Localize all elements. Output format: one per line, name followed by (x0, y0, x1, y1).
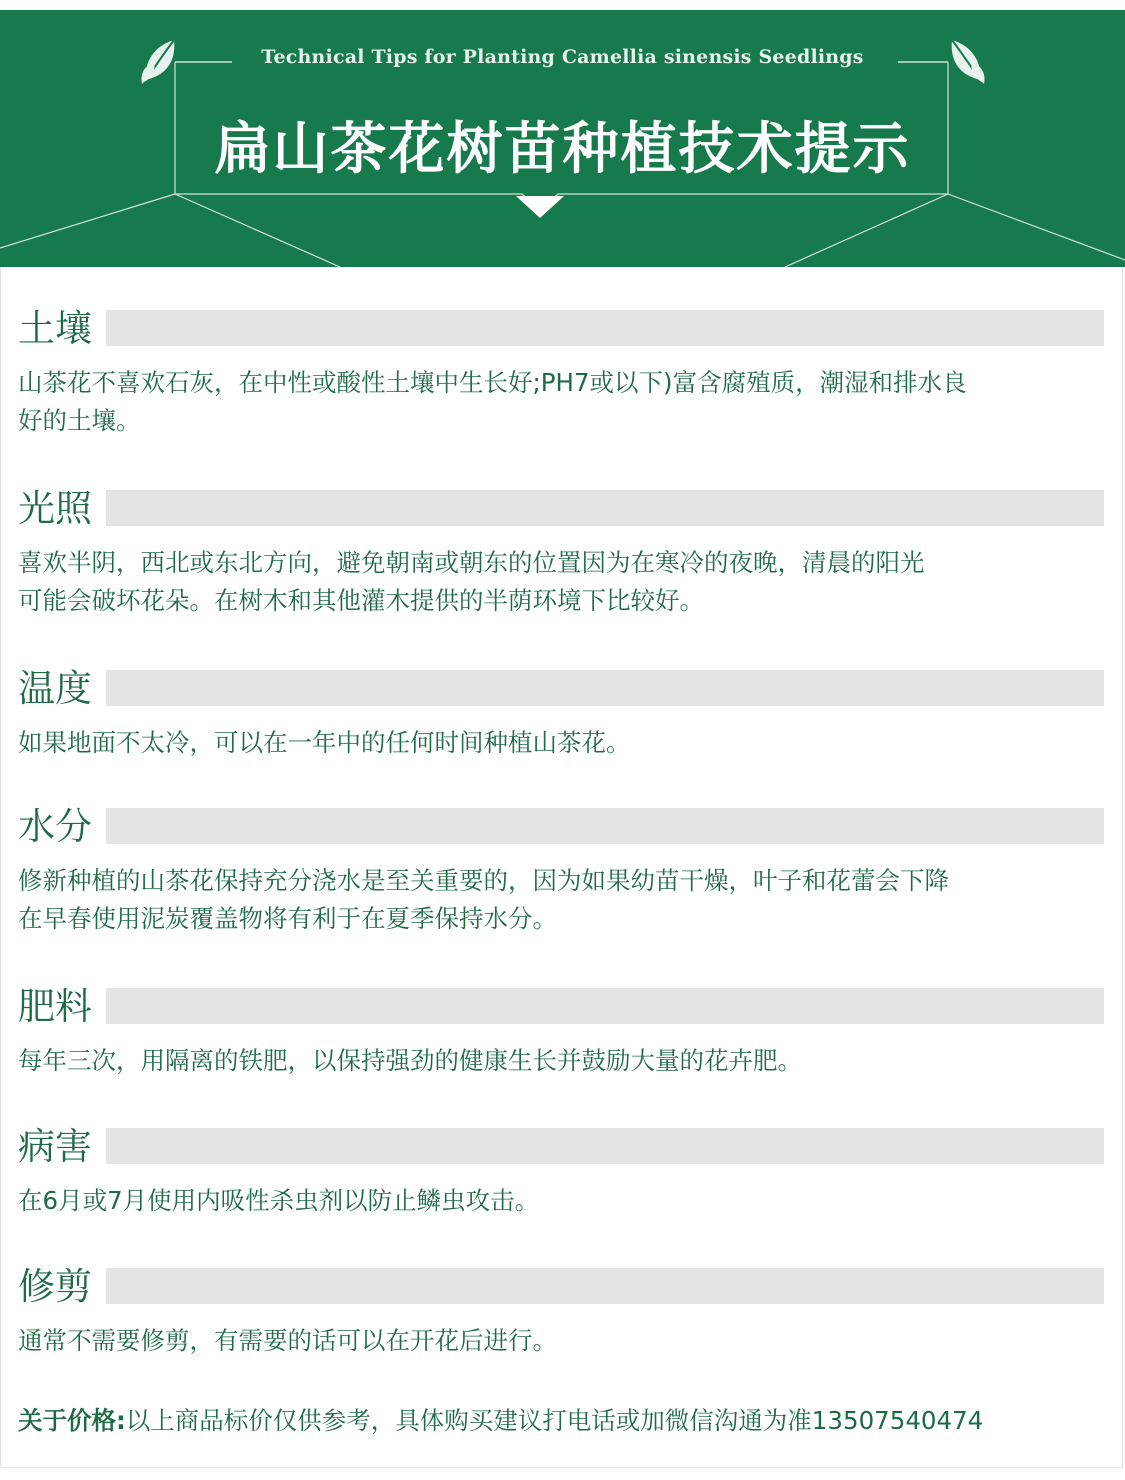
section-header (18, 306, 1113, 352)
section-water (18, 804, 1113, 938)
section-bar (106, 670, 1104, 706)
section-title: 光照 (18, 487, 92, 530)
section-header (18, 984, 1113, 1030)
section-soil (18, 306, 1113, 440)
section-temperature (18, 666, 1113, 762)
section-header (18, 666, 1113, 712)
section-bar (106, 490, 1104, 526)
section-title: 水分 (18, 805, 92, 848)
header-subtitle: Technical Tips for Planting Camellia sinensis Seedlings (261, 46, 864, 68)
price-note-label: 关于价格: (18, 1406, 126, 1435)
section-pruning (18, 1264, 1113, 1360)
section-text: 山茶花不喜欢石灰，在中性或酸性土壤中生长好;PH7或以下)富含腐殖质，潮湿和排水良 好的土壤。 (18, 368, 967, 435)
section-text: 修新种植的山茶花保持充分浇水是至关重要的，因为如果幼苗干燥，叶子和花蕾会下降 在早春使用泥炭覆盖物将有利于在夏季保持水分。 (18, 866, 949, 933)
section-header (18, 1264, 1113, 1310)
section-title: 温度 (18, 667, 92, 710)
section-text: 喜欢半阴，西北或东北方向，避免朝南或朝东的位置因为在寒冷的夜晚，清晨的阳光 可能会破坏花朵。在树木和其他灌木提供的半荫环境下比较好。 (18, 548, 925, 615)
section-bar (106, 808, 1104, 844)
section-header (18, 804, 1113, 850)
section-bar (106, 988, 1104, 1024)
section-fertilizer (18, 984, 1113, 1080)
section-disease (18, 1124, 1113, 1220)
section-header (18, 1124, 1113, 1170)
section-title: 病害 (18, 1125, 92, 1168)
section-text: 在6月或7月使用内吸性杀虫剂以防止鳞虫攻击。 (18, 1186, 540, 1215)
price-note (18, 1402, 1118, 1440)
section-header (18, 486, 1113, 532)
section-text: 如果地面不太冷，可以在一年中的任何时间种植山茶花。 (18, 728, 631, 757)
section-title: 土壤 (18, 307, 92, 350)
section-bar (106, 1128, 1104, 1164)
section-text: 每年三次，用隔离的铁肥，以保持强劲的健康生长并鼓励大量的花卉肥。 (18, 1046, 802, 1075)
section-light (18, 486, 1113, 620)
section-bar (106, 1268, 1104, 1304)
header-banner (0, 10, 1125, 267)
section-title: 修剪 (18, 1265, 92, 1308)
section-text: 通常不需要修剪，有需要的话可以在开花后进行。 (18, 1326, 557, 1355)
section-bar (106, 310, 1104, 346)
section-title: 肥料 (18, 985, 92, 1028)
page-title: 扁山茶花树苗种植技术提示 (214, 116, 911, 182)
price-note-text: 以上商品标价仅供参考，具体购买建议打电话或加微信沟通为准13507540474 (125, 1406, 984, 1435)
